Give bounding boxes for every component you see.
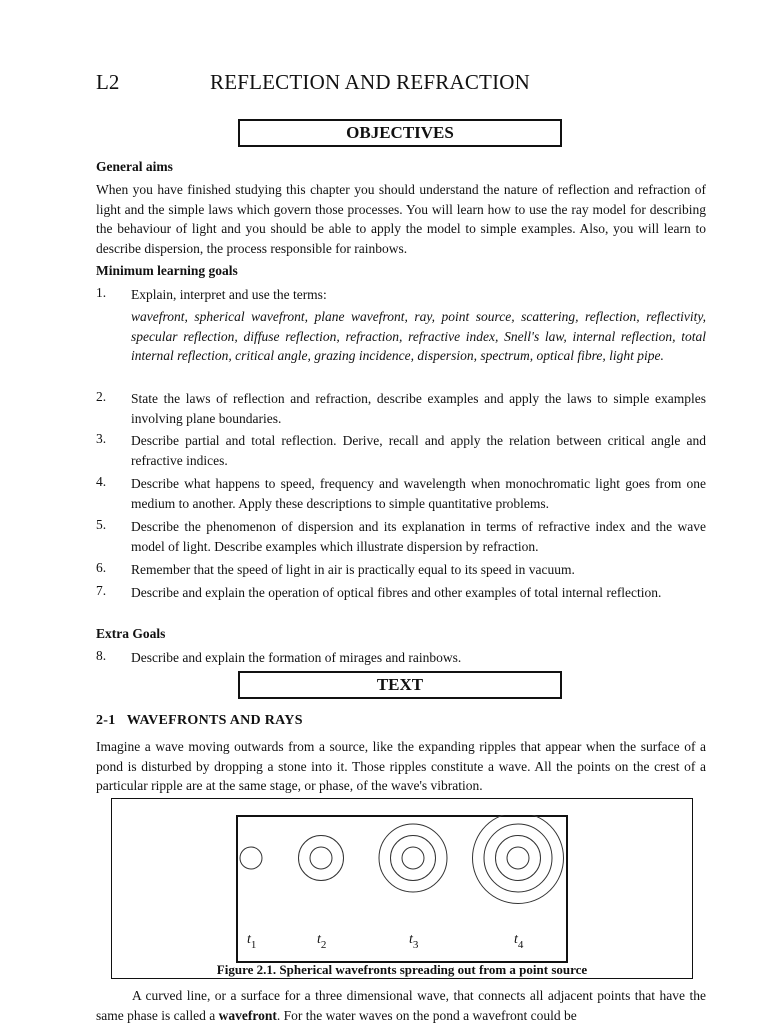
goal-text: Describe and explain the operation of optical fibres and other examples of total internal reflection. (131, 585, 662, 600)
chapter-title: REFLECTION AND REFRACTION (210, 70, 531, 94)
minimum-goals-heading: Minimum learning goals (96, 263, 238, 278)
wavefront-ring (484, 824, 552, 892)
time-label: $t_4$ (514, 932, 524, 951)
wavefront-ring (379, 824, 447, 892)
time-label: $t_1$ (247, 932, 257, 951)
time-label: $t_3$ (409, 932, 419, 951)
wavefront-term: wavefront (218, 1007, 277, 1023)
extra-goals-heading: Extra Goals (96, 626, 166, 641)
wavefront-ring (391, 836, 436, 881)
closing-paragraph: A curved line, or a surface for a three dimensional wave, that connects all adjacent points that have the same phase is called a wavefront. For the water waves on the pond a wavefront could be (96, 988, 706, 1023)
goal-number: 3. (96, 431, 107, 446)
section-intro: Imagine a wave moving outwards from a source, like the expanding ripples that appear when the surface of a pond is disturbed by dropping a stone into it. Those ripples constitute a wave. All the points on the crest of a particular ripple are at the same stage, or phase, of the wave's vibration. (96, 739, 706, 793)
goal-text: Describe and explain the formation of mirages and rainbows. (131, 650, 462, 665)
goal-number: 7. (96, 583, 107, 598)
goal-number: 1. (96, 285, 107, 300)
goal-number: 4. (96, 474, 107, 489)
wavefront-ring (496, 836, 541, 881)
wavefront-ring (299, 836, 344, 881)
goal-text: Describe the phenomenon of dispersion and its explanation in terms of refractive index and the wave model of light. Describe examples which illustrate dispersion by refraction. (131, 519, 706, 554)
wavefront-ring (240, 847, 262, 869)
general-aims-heading: General aims (96, 159, 173, 174)
text-heading: TEXT (238, 671, 562, 699)
wavefront-ring (402, 847, 424, 869)
goal-text: State the laws of reflection and refraction, describe examples and apply the laws to simple examples involving plane boundaries. (131, 391, 706, 426)
time-label: $t_2$ (317, 932, 327, 951)
general-aims-text: When you have finished studying this chapter you should understand the nature of reflection and refraction of light and the simple laws which govern those processes. You will learn how to use the ray model for describing the behaviour of light and you should be able to apply the model to simple examples. Also, you will learn to describe dispersion, the process responsible for rainbows. (96, 182, 706, 256)
figure-caption: Figure 2.1. Spherical wavefronts spreading out from a point source (216, 962, 588, 977)
objectives-heading: OBJECTIVES (238, 119, 562, 147)
goal-text: Explain, interpret and use the terms: (131, 287, 327, 302)
goal-number: 5. (96, 517, 107, 532)
time-labels (247, 932, 524, 951)
goal-text: Remember that the speed of light in air is practically equal to its speed in vacuum. (131, 562, 575, 577)
wavefront-figure (236, 815, 568, 963)
goal-number: 6. (96, 560, 107, 575)
goal-number: 8. (96, 648, 107, 663)
wavefront-ring (473, 815, 564, 904)
wavefront-ring (507, 847, 529, 869)
section-heading: 2-1 WAVEFRONTS AND RAYS (96, 713, 303, 728)
wavefront-ring (310, 847, 332, 869)
goal-number: 2. (96, 389, 107, 404)
chapter-number: L2 (96, 70, 120, 94)
goal-text: Describe partial and total reflection. Derive, recall and apply the relation between critical angle and refractive indices. (131, 433, 706, 468)
goal-terms: wavefront, spherical wavefront, plane wavefront, ray, point source, scattering, reflection, reflectivity, specular reflection, diffuse reflection, refraction, refractive index, Snell's law, internal reflection, total internal reflection, critical angle, grazing incidence, dispersion, spectrum, optical fibre, light pipe. (131, 309, 706, 363)
wavefront-rings (240, 815, 564, 904)
goal-text: Describe what happens to speed, frequency and wavelength when monochromatic light goes from one medium to another. Apply these descriptions to simple quantitative problems. (131, 476, 706, 511)
